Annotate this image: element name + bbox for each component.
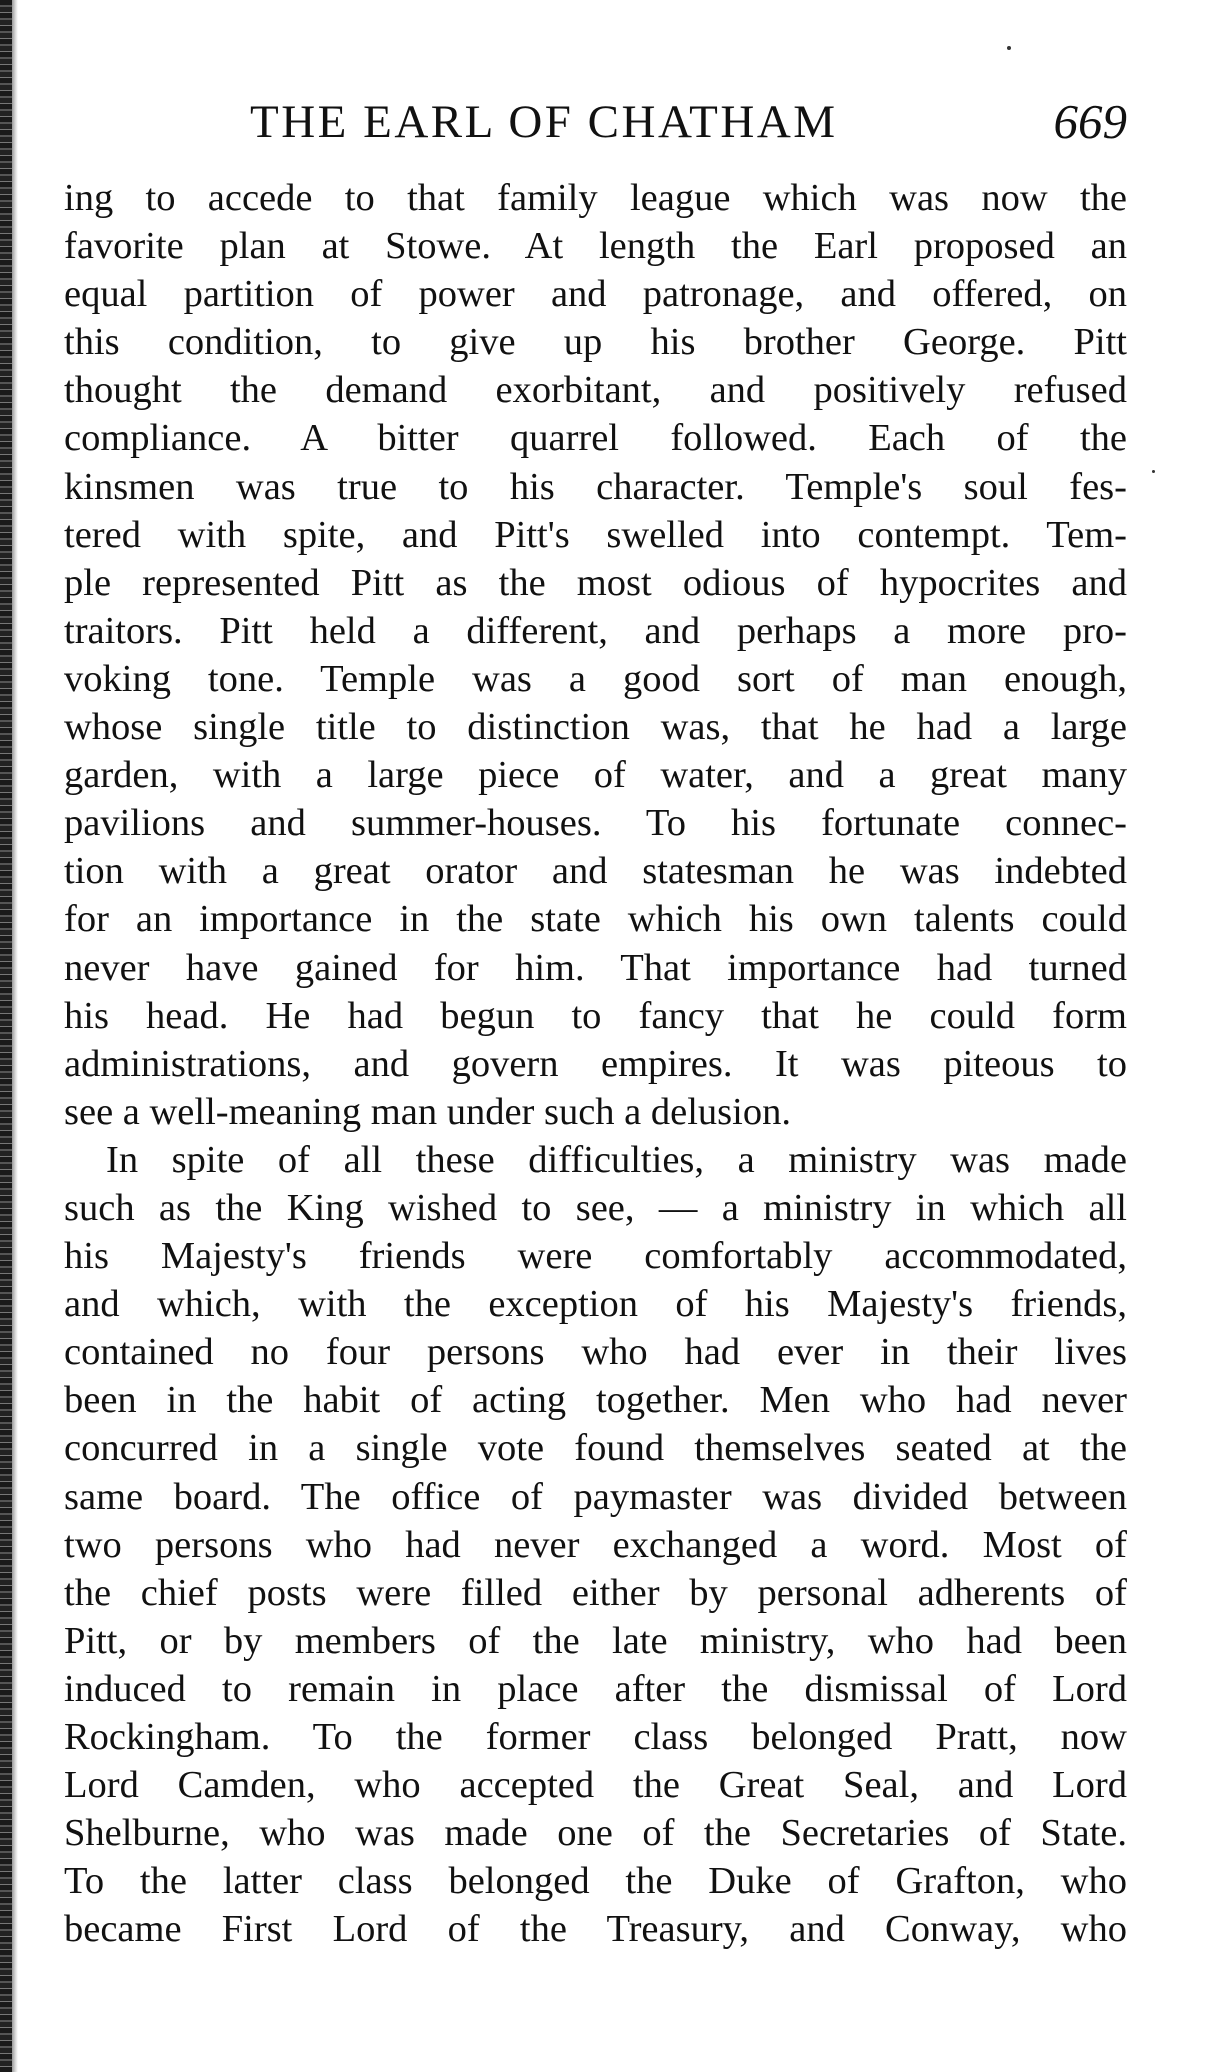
- text-line: Shelburne, who was made one of the Secretaries of State.: [64, 1812, 1127, 1855]
- text-line: two persons who had never exchanged a word. Most of: [64, 1523, 1127, 1566]
- text-line: for an importance in the state which his own talents could: [64, 898, 1127, 941]
- text-line: induced to remain in place after the dismissal of Lord: [64, 1667, 1127, 1710]
- text-line: kinsmen was true to his character. Temple's soul fes-: [64, 465, 1127, 508]
- text-line: been in the habit of acting together. Men who had never: [64, 1379, 1127, 1422]
- text-line: compliance. A bitter quarrel followed. Each of the: [64, 417, 1127, 460]
- text-line: never have gained for him. That importance had turned: [64, 946, 1127, 989]
- text-line: tion with a great orator and statesman he was indebted: [64, 850, 1127, 893]
- text-line: garden, with a large piece of water, and a great many: [64, 754, 1127, 797]
- text-line: Pitt, or by members of the late ministry, who had been: [64, 1619, 1127, 1662]
- text-line: voking tone. Temple was a good sort of man enough,: [64, 657, 1127, 700]
- text-line: equal partition of power and patronage, and offered, on: [64, 273, 1127, 316]
- text-line: his Majesty's friends were comfortably accommodated,: [64, 1235, 1127, 1278]
- text-line: To the latter class belonged the Duke of Grafton, who: [64, 1860, 1127, 1903]
- text-line: ple represented Pitt as the most odious of hypocrites and: [64, 561, 1127, 604]
- page-binding-edge: [0, 0, 12, 2072]
- text-line: and which, with the exception of his Majesty's friends,: [64, 1283, 1127, 1326]
- text-line: favorite plan at Stowe. At length the Earl proposed an: [64, 225, 1127, 268]
- page-binding-shadow: [12, 0, 18, 2072]
- body-text: [64, 174, 1127, 1953]
- print-speck: [1152, 470, 1155, 473]
- running-head: THE EARL OF CHATHAM: [250, 96, 838, 148]
- text-line: his head. He had begun to fancy that he could form: [64, 994, 1127, 1037]
- text-line: the chief posts were filled either by personal adherents of: [64, 1571, 1127, 1614]
- text-line: tered with spite, and Pitt's swelled into contempt. Tem-: [64, 513, 1127, 556]
- page-header: [64, 92, 1127, 152]
- text-line: same board. The office of paymaster was divided between: [64, 1475, 1127, 1518]
- text-line: such as the King wished to see, — a ministry in which all: [64, 1186, 1127, 1229]
- text-line: ing to accede to that family league which was now the: [64, 177, 1127, 219]
- paragraph-end-line: see a well-meaning man under such a delusion.: [64, 1090, 791, 1133]
- text-line: thought the demand exorbitant, and positively refused: [64, 369, 1127, 412]
- print-speck: [1007, 46, 1011, 50]
- text-line: contained no four persons who had ever in their lives: [64, 1331, 1127, 1374]
- paragraph-start-line: In spite of all these difficulties, a ministry was made: [106, 1138, 1127, 1181]
- text-line: traitors. Pitt held a different, and perhaps a more pro-: [64, 609, 1127, 652]
- text-line: pavilions and summer-houses. To his fortunate connec-: [64, 802, 1127, 845]
- text-line: administrations, and govern empires. It was piteous to: [64, 1042, 1127, 1085]
- text-line: concurred in a single vote found themselves seated at the: [64, 1427, 1127, 1470]
- text-line: Rockingham. To the former class belonged Pratt, now: [64, 1716, 1127, 1758]
- text-line: became First Lord of the Treasury, and Conway, who: [64, 1908, 1127, 1951]
- page-number: 669: [1053, 94, 1127, 149]
- text-line: Lord Camden, who accepted the Great Seal, and Lord: [64, 1764, 1127, 1807]
- text-line: this condition, to give up his brother George. Pitt: [64, 321, 1127, 364]
- text-line: whose single title to distinction was, that he had a large: [64, 706, 1127, 749]
